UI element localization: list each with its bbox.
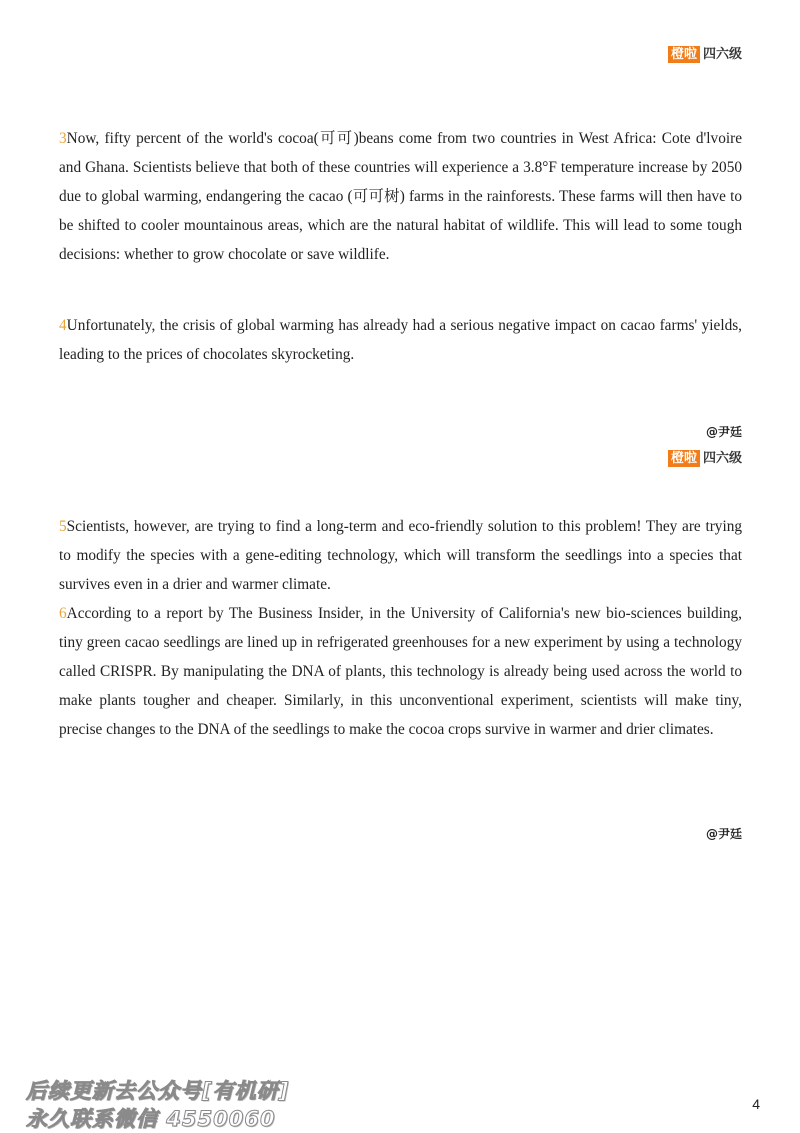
paragraph-text: Unfortunately, the crisis of global warming has already had a serious negative impact on cacao farms' yields, leading to the prices of chocolates skyrocketing. bbox=[59, 317, 742, 363]
paragraph-3 bbox=[59, 124, 742, 269]
watermark-line-2: 永久联系微信 4550060 bbox=[26, 1107, 276, 1131]
paragraph-number: 6 bbox=[59, 605, 67, 622]
brand-subtitle: 四六级 bbox=[702, 47, 742, 62]
paragraph-number: 3 bbox=[59, 130, 67, 147]
paragraph-number: 5 bbox=[59, 518, 67, 535]
brand-header bbox=[668, 46, 742, 63]
brand-logo: 橙啦 bbox=[668, 450, 700, 467]
paragraph-text: Scientists, however, are trying to find a long-term and eco-friendly solution to this problem! They are trying to modify the species with a gene-editing technology, which will transform the seedlings into a species that survives even in a drier and warmer climate. bbox=[59, 518, 742, 593]
watermark-line-1: 后续更新去公众号[有机研] bbox=[26, 1079, 290, 1103]
brand-logo: 橙啦 bbox=[668, 46, 700, 63]
paragraph-6 bbox=[59, 599, 742, 744]
author-credit: @尹廷 bbox=[705, 425, 742, 439]
author-credit: @尹廷 bbox=[705, 827, 742, 841]
page-number: 4 bbox=[752, 1096, 760, 1112]
paragraph-text: According to a report by The Business Insider, in the University of California's new bio-sciences building, tiny green cacao seedlings are lined up in refrigerated greenhouses for a new experiment by using a technology called CRISPR. By manipulating the DNA of plants, this technology is already being used across the world to make plants tougher and cheaper. Similarly, in this unconventional experiment, scientists will make tiny, precise changes to the DNA of the seedlings to make the cocoa crops survive in warmer and drier climates. bbox=[59, 605, 742, 738]
brand-subtitle: 四六级 bbox=[702, 451, 742, 466]
paragraph-5 bbox=[59, 512, 742, 599]
brand-header bbox=[668, 450, 742, 467]
paragraph-number: 4 bbox=[59, 317, 67, 334]
paragraph-4 bbox=[59, 311, 742, 369]
paragraph-text: Now, fifty percent of the world's cocoa(可可)beans come from two countries in West Africa: Cote d'lvoire and Ghana. Scientists believe that both of these countries will experience a 3.8°F temperature increase by 2050 due to global warming, endangering the cacao (可可树) farms in the rainforests. These farms will then have to be shifted to cooler mountainous areas, which are the natural habitat of wildlife. This will lead to some tough decisions: whether to grow chocolate or save wildlife. bbox=[59, 130, 742, 263]
